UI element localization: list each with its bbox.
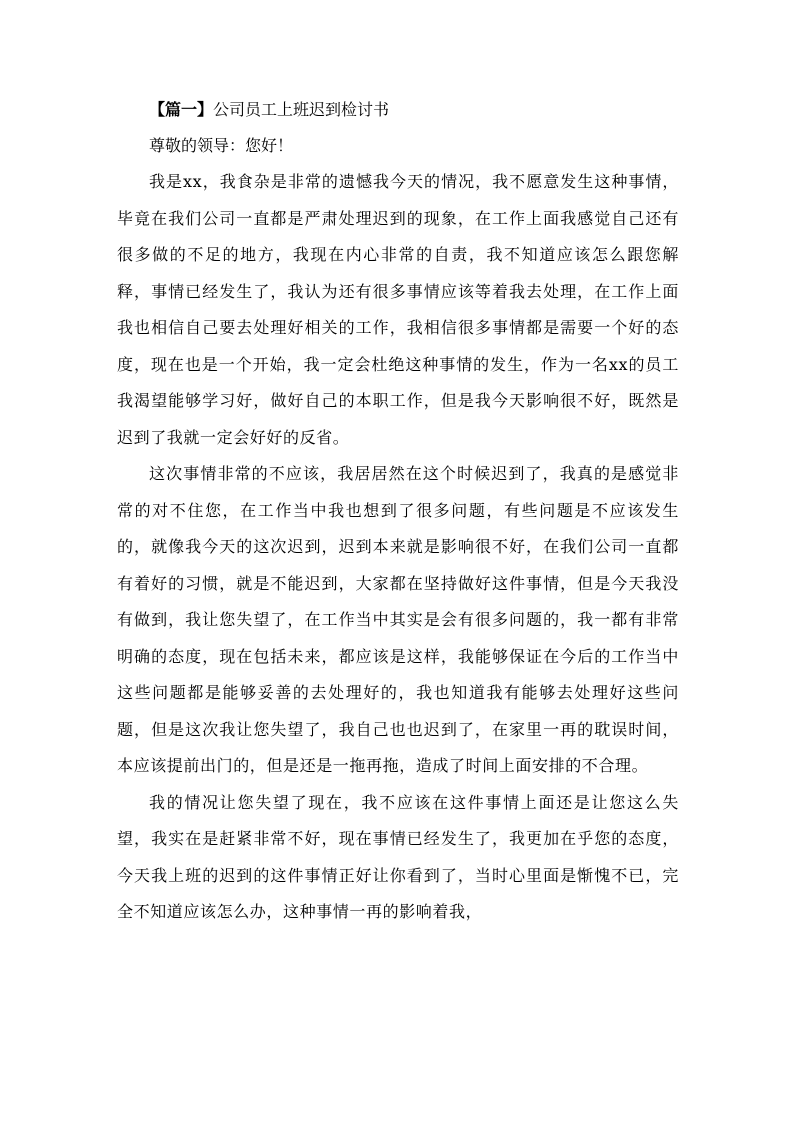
paragraph-3: 我的情况让您失望了现在，我不应该在这件事情上面还是让您这么失望，我实在是赶紧非常不好，现在事情已经发生了，我更加在乎您的态度，今天我上班的迟到的这件事情正好让你看到了，当时心里面是惭愧不已，完全不知道应该怎么办，这种事情一再的影响着我， [117,792,679,921]
paragraph-2: 这次事情非常的不应该，我居居然在这个时候迟到了，我真的是感觉非常的对不住您，在工作当中我也想到了很多问题，有些问题是不应该发生的，就像我今天的这次迟到，迟到本来就是影响很不好，在我们公司一直都有着好的习惯，就是不能迟到，大家都在坚持做好这件事情，但是今天我没有做到，我让您失望了，在工作当中其实是会有很多问题的，我一都有非常明确的态度，现在包括未来，都应该是这样，我能够保证在今后的工作当中这些问题都是能够妥善的去处理好的，我也知道我有能够去处理好这些问题，但是这次我让您失望了，我自己也也迟到了，在家里一再的耽误时间，本应该提前出门的，但是还是一拖再拖，造成了时间上面安排的不合理。 [117,464,679,775]
paragraph-1: 我是xx，我食杂是非常的遗憾我今天的情况，我不愿意发生这种事情，毕竟在我们公司一直都是严肃处理迟到的现象，在工作上面我感觉自己还有很多做的不足的地方，我现在内心非常的自责，我不知道应该怎么跟您解释，事情已经发生了，我认为还有很多事情应该等着我去处理，在工作上面我也相信自己要去处理好相关的工作，我相信很多事情都是需要一个好的态度，现在也是一个开始，我一定会杜绝这种事情的发生，作为一名xx的员工我渴望能够学习好，做好自己的本职工作，但是我今天影响很不好，既然是迟到了我就一定会好好的反省。 [117,172,679,447]
title-text: 公司员工上班迟到检讨书 [213,100,390,119]
document-body [117,92,679,931]
document-title [117,92,679,128]
title-section-marker: 【篇一】 [149,100,214,119]
salutation: 尊敬的领导：您好！ [149,136,294,155]
